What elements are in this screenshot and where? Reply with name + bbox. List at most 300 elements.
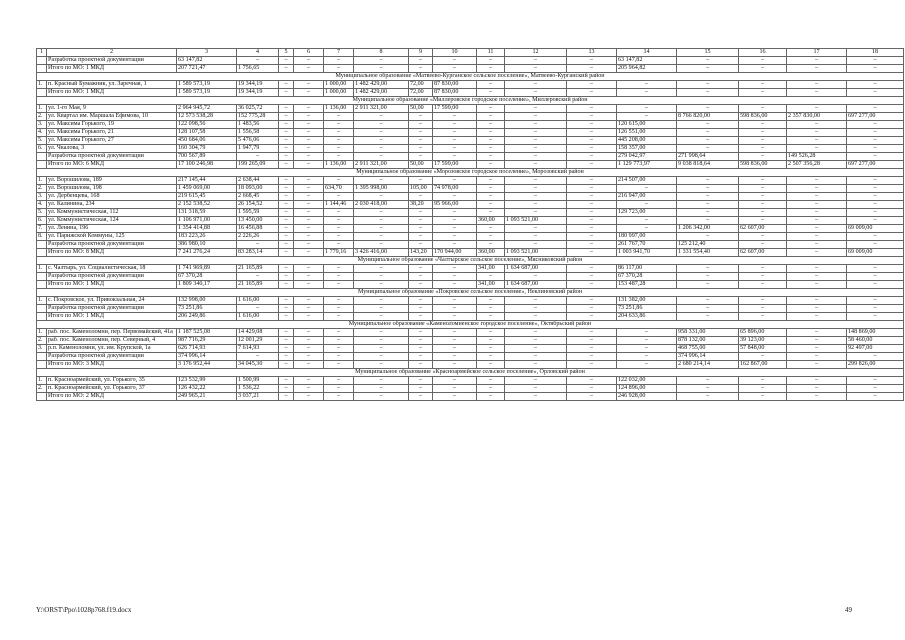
table-row — [37, 153, 904, 161]
value-cell: – — [409, 353, 433, 361]
value-cell: – — [324, 297, 354, 305]
table-row — [37, 217, 904, 225]
value-cell: 1 616,00 — [237, 297, 279, 305]
table-row — [37, 305, 904, 313]
value-cell: 1 331 554,40 — [677, 249, 739, 257]
value-cell: – — [433, 281, 477, 289]
footer-file-path: Y:\ORST\Ppo\1028p768.f19.docx — [36, 606, 132, 614]
value-cell: – — [617, 185, 677, 193]
value-cell: – — [294, 297, 324, 305]
row-number-cell: 5. — [37, 209, 47, 217]
value-cell: – — [787, 209, 847, 217]
value-cell: – — [567, 377, 617, 385]
value-cell: – — [567, 153, 617, 161]
value-cell: – — [324, 145, 354, 153]
table-row — [37, 249, 904, 257]
value-cell: – — [505, 137, 567, 145]
value-cell: – — [505, 345, 567, 353]
value-cell: – — [677, 385, 739, 393]
object-name-cell: ул. Чкалова, 3 — [47, 145, 177, 153]
value-cell: – — [739, 65, 787, 73]
value-cell: 386 980,10 — [177, 241, 237, 249]
value-cell: – — [677, 177, 739, 185]
value-cell: – — [237, 353, 279, 361]
value-cell: – — [505, 161, 567, 169]
value-cell: – — [433, 241, 477, 249]
value-cell: 21 165,89 — [237, 265, 279, 273]
row-number-cell: 1. — [37, 105, 47, 113]
value-cell: – — [739, 313, 787, 321]
value-cell: – — [505, 113, 567, 121]
value-cell: – — [847, 105, 904, 113]
section-heading-row — [37, 369, 904, 377]
value-cell: – — [294, 393, 324, 401]
value-cell: 634,70 — [324, 185, 354, 193]
value-cell: 5 476,06 — [237, 137, 279, 145]
value-cell: 17 599,00 — [433, 105, 477, 113]
value-cell: – — [567, 297, 617, 305]
value-cell: 1 809 340,17 — [177, 281, 237, 289]
value-cell: 58 460,00 — [847, 337, 904, 345]
value-cell: 18 093,00 — [237, 185, 279, 193]
value-cell: – — [477, 201, 505, 209]
value-cell: – — [505, 121, 567, 129]
table-row — [37, 209, 904, 217]
value-cell: – — [477, 241, 505, 249]
value-cell: 1 483,56 — [237, 121, 279, 129]
value-cell: – — [739, 81, 787, 89]
column-number-cell: 9 — [409, 49, 433, 57]
value-cell: 72,00 — [409, 81, 433, 89]
value-cell: 1 354 414,88 — [177, 225, 237, 233]
value-cell: – — [324, 113, 354, 121]
table-row — [37, 145, 904, 153]
value-cell: – — [354, 385, 409, 393]
value-cell: – — [787, 129, 847, 137]
value-cell: – — [354, 209, 409, 217]
value-cell: – — [354, 273, 409, 281]
value-cell: – — [505, 305, 567, 313]
value-cell: – — [409, 177, 433, 185]
table-row — [37, 201, 904, 209]
value-cell: – — [505, 377, 567, 385]
value-cell: 206 249,86 — [177, 313, 237, 321]
value-cell: – — [739, 233, 787, 241]
value-cell: – — [739, 353, 787, 361]
value-cell: 120 615,00 — [617, 121, 677, 129]
value-cell: 7 614,93 — [237, 345, 279, 353]
object-name-cell: Итого по МО: 1 МКД — [47, 65, 177, 73]
value-cell: – — [324, 129, 354, 137]
value-cell: – — [505, 153, 567, 161]
value-cell: – — [477, 177, 505, 185]
value-cell: – — [847, 265, 904, 273]
value-cell: 69 009,00 — [847, 249, 904, 257]
value-cell: – — [505, 313, 567, 321]
value-cell: – — [847, 217, 904, 225]
value-cell: 450 684,06 — [177, 137, 237, 145]
section-heading: Муниципальное образование «Красноармейское сельское поселение», Орловский район — [37, 369, 904, 377]
value-cell: – — [324, 281, 354, 289]
value-cell: 2 226,26 — [237, 233, 279, 241]
value-cell: – — [294, 273, 324, 281]
value-cell: – — [505, 177, 567, 185]
value-cell: – — [433, 393, 477, 401]
value-cell: – — [294, 385, 324, 393]
object-name-cell: ул. Ленина, 196 — [47, 225, 177, 233]
value-cell: – — [505, 185, 567, 193]
value-cell: – — [505, 81, 567, 89]
value-cell: – — [567, 193, 617, 201]
value-cell: – — [433, 353, 477, 361]
value-cell: – — [567, 185, 617, 193]
value-cell: – — [739, 145, 787, 153]
value-cell: – — [409, 361, 433, 369]
row-number-cell: 1. — [37, 265, 47, 273]
value-cell: 73 251,86 — [177, 305, 237, 313]
value-cell: 19 344,19 — [237, 81, 279, 89]
value-cell: 1 129 773,97 — [617, 161, 677, 169]
object-name-cell: Разработка проектной документации — [47, 353, 177, 361]
value-cell: 180 997,00 — [617, 233, 677, 241]
value-cell: 148 869,00 — [847, 329, 904, 337]
value-cell: 26 154,52 — [237, 201, 279, 209]
value-cell: – — [617, 353, 677, 361]
value-cell: – — [739, 185, 787, 193]
value-cell: – — [847, 81, 904, 89]
value-cell: – — [677, 81, 739, 89]
value-cell: – — [477, 57, 505, 65]
value-cell: – — [677, 65, 739, 73]
row-number-cell — [37, 273, 47, 281]
value-cell: 1 136,00 — [324, 105, 354, 113]
row-number-cell: 2. — [37, 385, 47, 393]
value-cell: – — [739, 393, 787, 401]
value-cell: – — [477, 297, 505, 305]
value-cell: – — [847, 353, 904, 361]
value-cell: – — [324, 193, 354, 201]
value-cell: – — [409, 377, 433, 385]
column-number-cell: 10 — [433, 49, 477, 57]
value-cell: – — [567, 209, 617, 217]
value-cell: – — [294, 233, 324, 241]
value-cell: – — [354, 65, 409, 73]
value-cell: – — [279, 281, 294, 289]
row-number-cell: 7. — [37, 225, 47, 233]
object-name-cell: Разработка проектной документации — [47, 153, 177, 161]
value-cell: – — [324, 241, 354, 249]
value-cell: – — [739, 305, 787, 313]
section-heading-row — [37, 321, 904, 329]
row-number-cell: 1. — [37, 177, 47, 185]
row-number-cell: 1. — [37, 297, 47, 305]
value-cell: – — [739, 281, 787, 289]
value-cell: 160 304,79 — [177, 145, 237, 153]
value-cell: 1 779,16 — [324, 249, 354, 257]
value-cell: – — [505, 129, 567, 137]
value-cell: 67 370,28 — [177, 273, 237, 281]
object-name-cell: ул. Коммунистическая, 124 — [47, 217, 177, 225]
value-cell: – — [505, 193, 567, 201]
value-cell: – — [477, 113, 505, 121]
value-cell: – — [477, 121, 505, 129]
table-row — [37, 137, 904, 145]
table-row — [37, 353, 904, 361]
table-row — [37, 329, 904, 337]
value-cell: – — [567, 393, 617, 401]
value-cell: – — [433, 137, 477, 145]
object-name-cell: ул. Максима Горького, 19 — [47, 121, 177, 129]
row-number-cell — [37, 57, 47, 65]
value-cell: – — [739, 121, 787, 129]
value-cell: – — [567, 353, 617, 361]
value-cell: 374 996,14 — [177, 353, 237, 361]
value-cell: – — [567, 249, 617, 257]
value-cell: – — [787, 89, 847, 97]
value-cell: 1 589 573,19 — [177, 89, 237, 97]
value-cell: – — [433, 217, 477, 225]
row-number-cell: 4. — [37, 201, 47, 209]
value-cell: – — [505, 393, 567, 401]
value-cell: – — [477, 81, 505, 89]
value-cell: – — [279, 345, 294, 353]
value-cell: – — [433, 361, 477, 369]
value-cell: – — [787, 193, 847, 201]
value-cell: 73 251,86 — [617, 305, 677, 313]
value-cell: – — [409, 241, 433, 249]
value-cell: – — [847, 297, 904, 305]
column-number-cell: 13 — [567, 49, 617, 57]
value-cell: 72,00 — [409, 89, 433, 97]
value-cell: 2 030 418,00 — [354, 201, 409, 209]
value-cell: – — [739, 89, 787, 97]
table-row — [37, 161, 904, 169]
value-cell: – — [409, 265, 433, 273]
value-cell: – — [279, 249, 294, 257]
value-cell: 124 896,00 — [617, 385, 677, 393]
section-heading: Муниципальное образование «Матвеево-Курганское сельское поселение», Матвеево-Курганский район — [37, 73, 904, 81]
value-cell: – — [324, 377, 354, 385]
value-cell: 360,00 — [477, 217, 505, 225]
value-cell: – — [677, 393, 739, 401]
value-cell: – — [847, 209, 904, 217]
section-heading-row — [37, 73, 904, 81]
value-cell: – — [279, 65, 294, 73]
value-cell: – — [567, 145, 617, 153]
section-heading-row — [37, 289, 904, 297]
value-cell: – — [294, 209, 324, 217]
value-cell: 36 025,72 — [237, 105, 279, 113]
value-cell: – — [354, 121, 409, 129]
value-cell: 50,00 — [409, 105, 433, 113]
value-cell: – — [279, 217, 294, 225]
value-cell: – — [477, 161, 505, 169]
object-name-cell: ул. Парижской Коммуны, 125 — [47, 233, 177, 241]
value-cell: – — [847, 177, 904, 185]
value-cell: 65 896,00 — [739, 329, 787, 337]
value-cell: – — [739, 297, 787, 305]
row-number-cell — [37, 393, 47, 401]
value-cell: – — [739, 209, 787, 217]
value-cell: – — [279, 297, 294, 305]
value-cell: – — [847, 153, 904, 161]
value-cell: 105,00 — [409, 185, 433, 193]
value-cell: – — [294, 81, 324, 89]
table-row — [37, 337, 904, 345]
value-cell: – — [847, 65, 904, 73]
value-cell: – — [354, 241, 409, 249]
value-cell: – — [617, 225, 677, 233]
value-cell: – — [433, 113, 477, 121]
value-cell: – — [787, 249, 847, 257]
value-cell: – — [505, 385, 567, 393]
value-cell: – — [294, 153, 324, 161]
value-cell: 2 638,44 — [237, 177, 279, 185]
value-cell: 445 208,00 — [617, 137, 677, 145]
value-cell: – — [739, 57, 787, 65]
value-cell: – — [847, 305, 904, 313]
value-cell: – — [787, 57, 847, 65]
value-cell: – — [567, 129, 617, 137]
value-cell: 86 117,00 — [617, 265, 677, 273]
value-cell: – — [354, 337, 409, 345]
value-cell: – — [677, 193, 739, 201]
table-row — [37, 129, 904, 137]
object-name-cell: Итого по МО: 2 МКД — [47, 393, 177, 401]
value-cell: – — [739, 153, 787, 161]
value-cell: – — [477, 129, 505, 137]
value-cell: – — [433, 385, 477, 393]
value-cell: – — [294, 313, 324, 321]
value-cell: – — [847, 313, 904, 321]
object-name-cell: с. Чалтырь, ул. Социалистическая, 18 — [47, 265, 177, 273]
value-cell: – — [617, 345, 677, 353]
value-cell: 21 165,89 — [237, 281, 279, 289]
value-cell: – — [409, 233, 433, 241]
value-cell: 299 826,00 — [847, 361, 904, 369]
value-cell: 12 001,29 — [237, 337, 279, 345]
value-cell: – — [354, 377, 409, 385]
column-number-cell: 16 — [739, 49, 787, 57]
value-cell: 2 680 214,14 — [677, 361, 739, 369]
value-cell: – — [294, 193, 324, 201]
value-cell: – — [847, 185, 904, 193]
value-cell: – — [324, 137, 354, 145]
value-cell: – — [294, 201, 324, 209]
value-cell: – — [677, 273, 739, 281]
value-cell: – — [787, 241, 847, 249]
value-cell: 16 456,88 — [237, 225, 279, 233]
value-cell: 214 507,00 — [617, 177, 677, 185]
value-cell: 2 357 830,00 — [787, 113, 847, 121]
table-row — [37, 105, 904, 113]
value-cell: – — [237, 241, 279, 249]
value-cell: – — [677, 281, 739, 289]
column-number-cell: 8 — [354, 49, 409, 57]
value-cell: 126 432,22 — [177, 385, 237, 393]
value-cell: – — [279, 105, 294, 113]
value-cell: – — [847, 377, 904, 385]
value-cell: – — [294, 113, 324, 121]
table-row — [37, 241, 904, 249]
value-cell: – — [847, 385, 904, 393]
value-cell: 128 107,58 — [177, 129, 237, 137]
value-cell: – — [847, 137, 904, 145]
value-cell: 360,00 — [477, 249, 505, 257]
value-cell: 217 145,44 — [177, 177, 237, 185]
value-cell: – — [294, 241, 324, 249]
value-cell: – — [433, 121, 477, 129]
value-cell: – — [354, 137, 409, 145]
value-cell: – — [433, 297, 477, 305]
value-cell: – — [279, 233, 294, 241]
value-cell: – — [279, 273, 294, 281]
object-name-cell: Итого по МО: 3 МКД — [47, 361, 177, 369]
value-cell: – — [677, 265, 739, 273]
value-cell: – — [567, 313, 617, 321]
value-cell: 152 775,28 — [237, 113, 279, 121]
value-cell: – — [279, 209, 294, 217]
value-cell: 700 567,89 — [177, 153, 237, 161]
value-cell: 19 344,19 — [237, 89, 279, 97]
value-cell: – — [739, 241, 787, 249]
value-cell: – — [677, 233, 739, 241]
value-cell: – — [567, 361, 617, 369]
object-name-cell: Итого по МО: 1 МКД — [47, 313, 177, 321]
value-cell: 9 038 818,64 — [677, 161, 739, 169]
section-heading: Муниципальное образование «Миллеровское городское поселение», Миллеровский район — [37, 97, 904, 105]
value-cell: – — [739, 385, 787, 393]
column-number-cell: 7 — [324, 49, 354, 57]
value-cell: – — [787, 273, 847, 281]
value-cell: 468 755,00 — [677, 345, 739, 353]
value-cell: 626 714,93 — [177, 345, 237, 353]
section-heading: Муниципальное образование «Чалтырское сельское поселение», Мясниковский район — [37, 257, 904, 265]
value-cell: – — [787, 217, 847, 225]
value-cell: 14 429,08 — [237, 329, 279, 337]
value-cell: – — [677, 129, 739, 137]
value-cell: – — [505, 329, 567, 337]
object-name-cell: п. Красный Бумажник, ул. Заречная, 1 — [47, 81, 177, 89]
object-name-cell: Разработка проектной документации — [47, 305, 177, 313]
value-cell: – — [477, 105, 505, 113]
column-number-cell: 11 — [477, 49, 505, 57]
value-cell: – — [617, 217, 677, 225]
value-cell: – — [787, 297, 847, 305]
value-cell: – — [279, 153, 294, 161]
value-cell: – — [433, 57, 477, 65]
value-cell: – — [787, 137, 847, 145]
value-cell: – — [433, 65, 477, 73]
value-cell: – — [677, 313, 739, 321]
column-number-cell: 18 — [847, 49, 904, 57]
value-cell: – — [505, 241, 567, 249]
value-cell: 205 964,82 — [617, 65, 677, 73]
value-cell: – — [567, 241, 617, 249]
value-cell: – — [409, 297, 433, 305]
value-cell: 183 223,26 — [177, 233, 237, 241]
value-cell: – — [354, 305, 409, 313]
value-cell: 878 132,00 — [677, 337, 739, 345]
value-cell: – — [409, 393, 433, 401]
table-row — [37, 121, 904, 129]
value-cell: – — [477, 153, 505, 161]
value-cell: – — [324, 233, 354, 241]
value-cell: – — [505, 361, 567, 369]
value-cell: – — [567, 89, 617, 97]
value-cell: – — [739, 193, 787, 201]
value-cell: – — [294, 281, 324, 289]
